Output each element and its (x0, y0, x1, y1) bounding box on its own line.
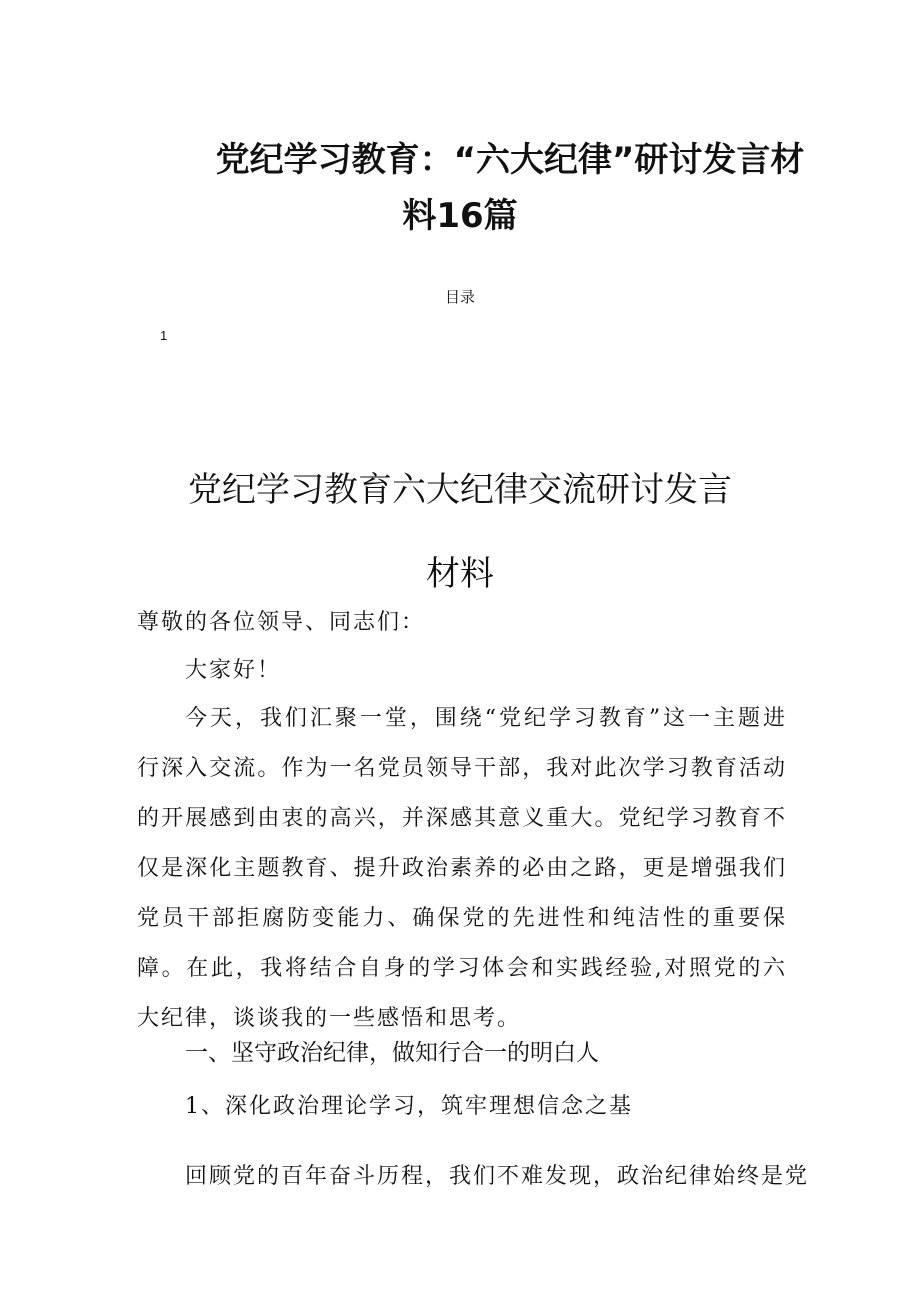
salutation: 尊敬的各位领导、同志们： (137, 610, 426, 635)
heading-level-1: 一、坚守政治纪律，做知行合一的明白人 (185, 1040, 599, 1066)
toc-entry-number[interactable]: 1 (160, 328, 168, 343)
heading-level-2: 1、深化政治理论学习，筑牢理想信念之基 (185, 1094, 633, 1119)
greeting: 大家好！ (185, 658, 282, 683)
table-of-contents-label: 目录 (444, 288, 475, 306)
section-title-line-1: 党纪学习教育六大纪律交流研讨发言 (188, 470, 732, 510)
body-paragraph-1: 今天，我们汇聚一堂，围绕“党纪学习教育”这一主题进行深入交流。作为一名党员领导干部，我对此次学习教育活动的开展感到由衷的高兴，并深感其意义重大。党纪学习教育不仅是深化主题教育、提升政治素养的必由之路，更是增强我们党员干部拒腐防变能力、确保党的先进性和纯洁性的重要保障。在此，我将结合自身的学习体会和实践经验,对照党的六大纪律，谈谈我的一些感悟和思考。 (137, 706, 787, 1031)
section-title-line-2: 材料 (426, 554, 494, 594)
document-title-line-1: 党纪学习教育：“六大纪律”研讨发言材 (215, 140, 805, 180)
body-paragraph-2: 回顾党的百年奋斗历程，我们不难发现，政治纪律始终是党 (185, 1164, 810, 1189)
document-title-line-2: 料16篇 (402, 196, 518, 236)
